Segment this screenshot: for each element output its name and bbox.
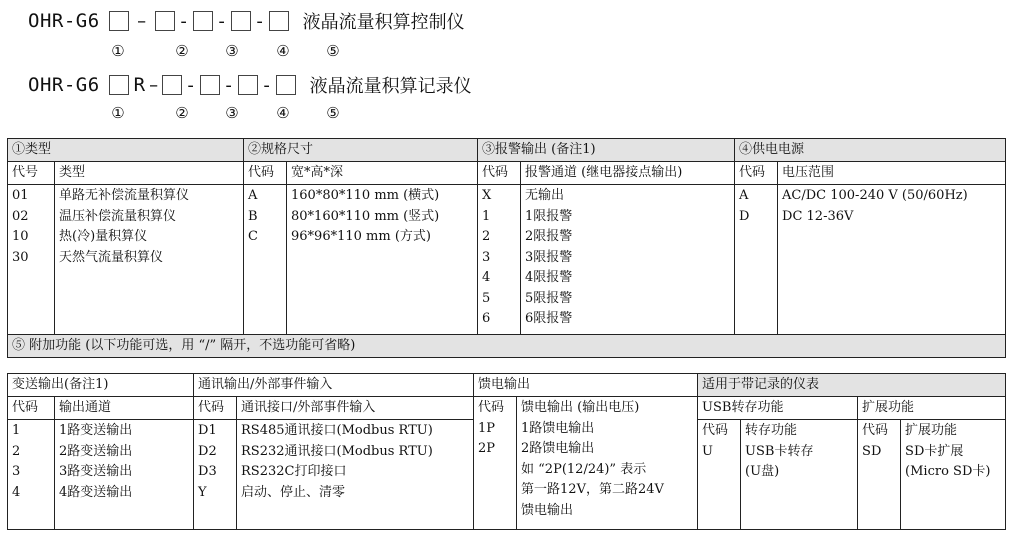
model-prefix: OHR-G6	[28, 74, 100, 96]
power-section-title: ④供电电源	[735, 139, 1006, 162]
usb-col-code-and-code: 代码 U	[698, 420, 741, 530]
alarm-channels: 无输出 1限报警 2限报警 3限报警 4限报警 5限报警 6限报警	[521, 185, 735, 335]
spec-table-main	[7, 138, 1006, 358]
section-header-row	[8, 139, 1006, 162]
option-box-3	[193, 11, 213, 31]
comm-interfaces: RS485通讯接口(Modbus RTU) RS232通讯接口(Modbus RTU) RS232C打印接口 启动、停止、清零	[237, 420, 474, 530]
option-box-4	[231, 11, 251, 31]
position-numbers-2: ① ② ③ ④ ⑤	[111, 104, 340, 122]
option-box-2	[162, 75, 182, 95]
ext-col-name-and-lines: 扩展功能 SD卡扩展 (Micro SD卡)	[901, 420, 1006, 530]
model-code-row-1: OHR-G6 – - - - 液晶流量积算控制仪	[28, 10, 465, 33]
spec-table-addon	[7, 373, 1006, 530]
model-mid-letter: R	[133, 74, 146, 96]
option-box-1	[109, 75, 129, 95]
usb-title: USB转存功能	[698, 397, 858, 420]
addon-section-header	[8, 335, 1006, 358]
model-description: 液晶流量积算控制仪	[302, 12, 465, 33]
addon-section-title: ⑤ 附加功能 (以下功能可选，用 “/” 隔开，不选功能可省略)	[8, 335, 1006, 358]
transmit-codes: 1 2 3 4	[8, 420, 55, 530]
transmit-channels: 1路变送输出 2路变送输出 3路变送输出 4路变送输出	[55, 420, 194, 530]
option-box-5	[276, 75, 296, 95]
comm-title: 通讯输出/外部事件输入	[194, 374, 474, 397]
type-section-title: ①类型	[8, 139, 244, 162]
size-values: 160*80*110 mm (横式) 80*160*110 mm (竖式) 96*96*110 mm (方式)	[287, 185, 478, 335]
column-header-row: 代号 类型 代码 宽*高*深 代码 报警通道 (继电器接点输出) 代码 电压范围	[8, 162, 1006, 185]
option-box-5	[269, 11, 289, 31]
addon-column-header-row: 代码 输出通道 代码 通讯接口/外部事件输入 代码 1P 2P 馈电输出 (输出电压) 1路馈电输出 2路馈电输出 如 “2P(12/24)” 表示 第一路12V，第二路24V 馈电输出 USB转存功能 扩展功能	[8, 397, 1006, 420]
size-codes: A B C	[244, 185, 287, 335]
type-names: 单路无补偿流量积算仪 温压补偿流量积算仪 热(冷)量积算仪 天然气流量积算仪	[55, 185, 244, 335]
comm-codes: D1 D2 D3 Y	[194, 420, 237, 530]
alarm-section-title: ③报警输出 (备注1)	[478, 139, 735, 162]
usb-col-name-and-lines: 转存功能 USB卡转存 (U盘)	[741, 420, 858, 530]
type-codes: 01 02 10 30	[8, 185, 55, 335]
feed-col-name-and-lines: 馈电输出 (输出电压) 1路馈电输出 2路馈电输出 如 “2P(12/24)” 表示 第一路12V，第二路24V 馈电输出	[517, 397, 698, 530]
option-box-2	[155, 11, 175, 31]
ext-title: 扩展功能	[858, 397, 1006, 420]
model-description: 液晶流量积算记录仪	[309, 76, 472, 97]
option-box-3	[200, 75, 220, 95]
feed-title: 馈电输出	[474, 374, 698, 397]
record-title: 适用于带记录的仪表	[698, 374, 1006, 397]
power-voltages: AC/DC 100-240 V (50/60Hz) DC 12-36V	[778, 185, 1006, 335]
model-code-row-2: OHR-G6 R – - - - 液晶流量积算记录仪	[28, 74, 472, 97]
alarm-codes: X 1 2 3 4 5 6	[478, 185, 521, 335]
ext-col-code-and-code: 代码 SD	[858, 420, 901, 530]
option-box-1	[109, 11, 129, 31]
transmit-title: 变送输出(备注1)	[8, 374, 194, 397]
option-box-4	[238, 75, 258, 95]
feed-col-code-and-codes: 代码 1P 2P	[474, 397, 517, 530]
size-section-title: ②规格尺寸	[244, 139, 478, 162]
table-body-row	[8, 185, 1006, 335]
power-codes: A D	[735, 185, 778, 335]
model-prefix: OHR-G6	[28, 10, 100, 32]
position-numbers-1: ① ② ③ ④ ⑤	[111, 42, 340, 60]
addon-group-header-row	[8, 374, 1006, 397]
